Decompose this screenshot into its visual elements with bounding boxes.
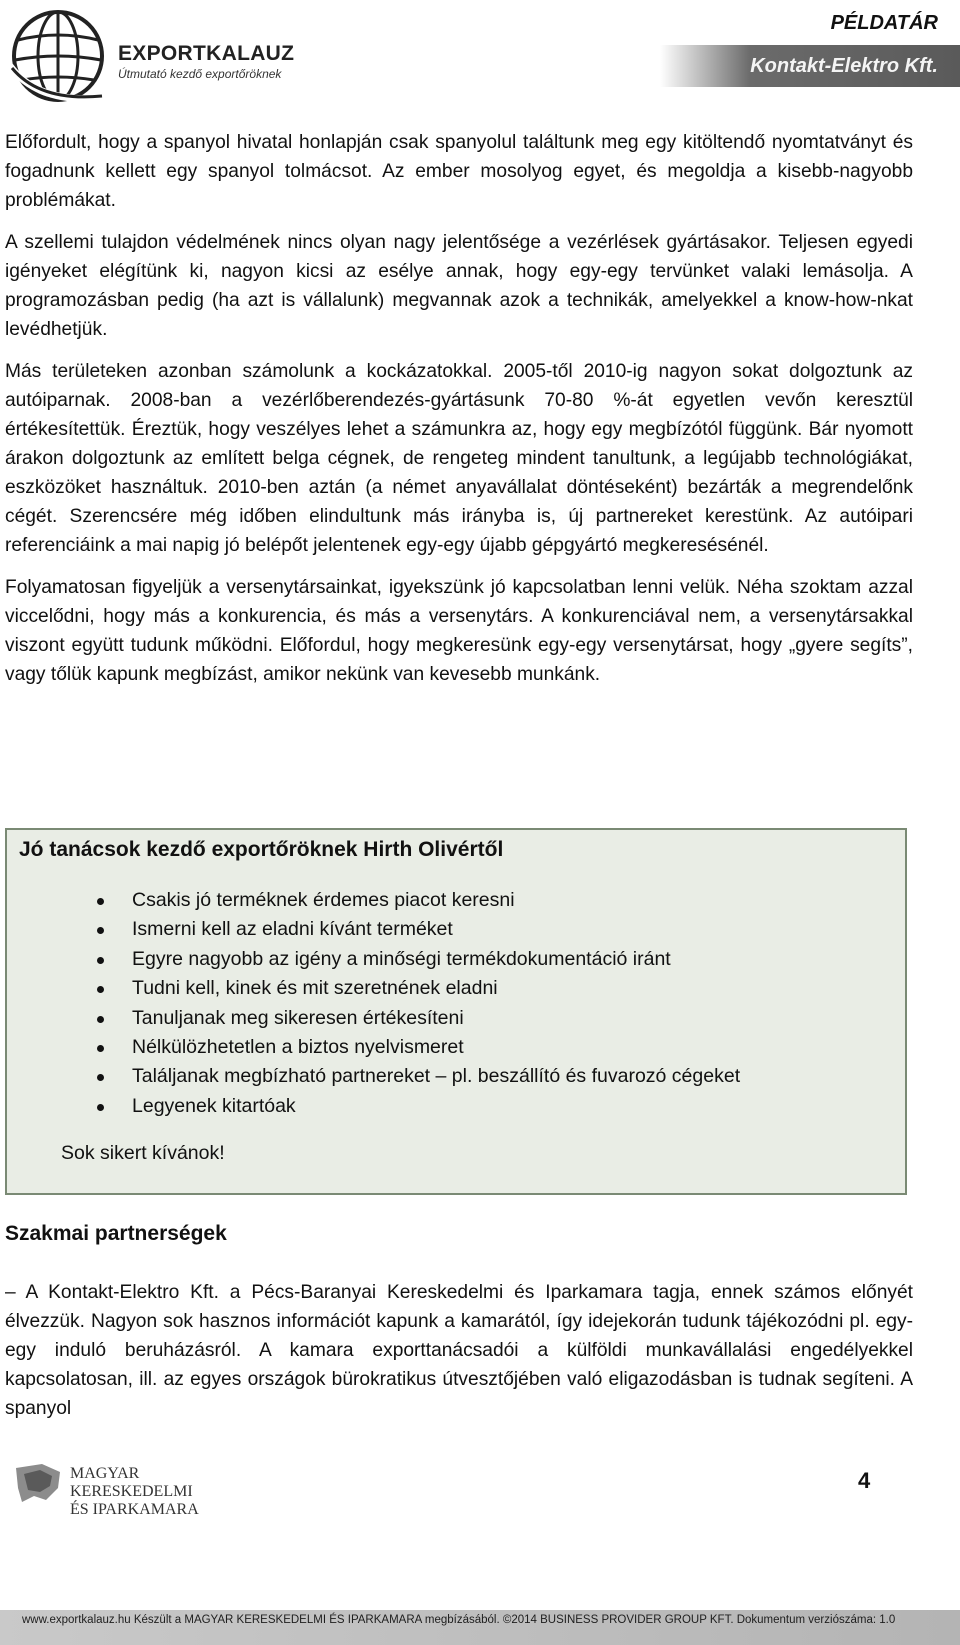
tip-item: Ismerni kell az eladni kívánt terméket	[7, 915, 740, 944]
tip-item: Tudni kell, kinek és mit szeretnének eladni	[7, 974, 740, 1003]
chamber-emblem-icon	[16, 1464, 60, 1502]
body-text-bottom	[5, 1278, 913, 1436]
brand	[118, 42, 294, 81]
tips-box	[5, 828, 907, 1195]
logo-line: MAGYAR	[70, 1465, 140, 1482]
logo-line: ÉS IPARKAMARA	[70, 1501, 199, 1518]
paragraph: Folyamatosan figyeljük a versenytársainkat, igyekszünk jó kapcsolatban lenni velük. Néha szoktam azzal viccelődni, hogy más a konkurencia, és más a versenytárs. A konkurenciával nem, a versenytársakkal viszont együtt tudunk működni. Előfordul, hogy megkeresünk egy-egy versenytársat, hogy „gyere segíts”, vagy tőlük kapunk megbízást, amikor nekünk van kevesebb munkánk.	[5, 577, 913, 685]
paragraph: A szellemi tulajdon védelmének nincs olyan nagy jelentősége a vezérlések gyártásakor. Teljesen egyedi igényeket elégítünk ki, nagyon kicsi az esélye annak, hogy egy-egy tervünket valaki lemásolja. A programozásban pedig (ha azt is vállalunk) megvannak azok a technikák, amelyekkel a know-how-nkat levédhetjük.	[5, 232, 913, 340]
header-right	[660, 12, 960, 87]
paragraph: Más területeken azonban számolunk a kockázatokkal. 2005-től 2010-ig nagyon sokat dolgoztunk az autóiparnak. 2008-ban a vezérlőberendezés-gyártásunk 70-80 %-át egyetlen vevőn keresztül értékesítettük. Éreztük, hogy veszélyes lehet a számunkra az, hogy egy megbízótól függünk. Bár nyomott árakon dolgoztunk az említett belga cégnek, de rengeteg mindent tanultunk, a legújabb technológiákat, eszközöket használtuk. 2010-ben aztán (a német anyavállalat döntéseként) bezárták a megrendelőnk cégét. Szerencsére még időben elindultunk más irányba is, új partnereket kerestünk. Az autóipari referenciáink a mai napig jó belépőt jelentenek egy-egy újabb gépgyártó megkeresésénél.	[5, 361, 913, 556]
brand-name: EXPORTKALAUZ	[118, 42, 295, 65]
tip-item: Csakis jó terméknek érdemes piacot keresni	[7, 886, 740, 915]
globe-logo-icon	[8, 6, 112, 110]
paragraph: – A Kontakt-Elektro Kft. a Pécs-Baranyai Kereskedelmi és Iparkamara tagja, ennek számos előnyét élvezzük. Nagyon sok hasznos információt kapunk a kamarától, így idejekorán tudunk tájékozódni pl. egy-egy induló beruházásról. A kamara exporttanácsadói a külföldi munkavállalási engedélyekkel kapcsolatosan, ill. az egyes országok bürokratikus útvesztőjében való eligazodásban is tudnak segíteni. A spanyol	[5, 1282, 913, 1419]
footer-text: www.exportkalauz.hu Készült a MAGYAR KERESKEDELMI ÉS IPARKAMARA megbízásából. ©2014 BUSINESS PROVIDER GROUP KFT. Dokumentum verziószáma: 1.0	[22, 1614, 896, 1626]
tips-list	[7, 886, 740, 1121]
tips-closing: Sok sikert kívánok!	[61, 1142, 225, 1164]
tip-item: Nélkülözhetetlen a biztos nyelvismeret	[7, 1033, 740, 1062]
page-number: 4	[858, 1468, 871, 1493]
section-title: Szakmai partnerségek	[5, 1222, 227, 1245]
tip-item: Tanuljanak meg sikeresen értékesíteni	[7, 1004, 740, 1033]
chamber-logo	[12, 1460, 202, 1520]
body-text-top	[5, 128, 913, 702]
paragraph: Előfordult, hogy a spanyol hivatal honlapján csak spanyolul találtunk meg egy kitöltendő nyomtatványt és fogadnunk kellett egy spanyol tolmácsot. Az ember mosolyog egyet, és megoldja a kisebb-nagyobb problémákat.	[5, 132, 913, 211]
tips-title: Jó tanácsok kezdő exportőröknek Hirth Olivértől	[19, 838, 504, 861]
company-band: Kontakt-Elektro Kft.	[660, 45, 960, 87]
brand-tagline: Útmutató kezdő exportőröknek	[118, 67, 282, 81]
logo-line: KERESKEDELMI	[70, 1483, 193, 1500]
tip-item: Egyre nagyobb az igény a minőségi termékdokumentáció iránt	[7, 945, 740, 974]
section-label: PÉLDATÁR	[830, 12, 938, 34]
tip-item: Legyenek kitartóak	[7, 1092, 740, 1121]
page-header	[0, 0, 960, 90]
tip-item: Találjanak megbízható partnereket – pl. beszállító és fuvarozó cégeket	[7, 1062, 740, 1091]
